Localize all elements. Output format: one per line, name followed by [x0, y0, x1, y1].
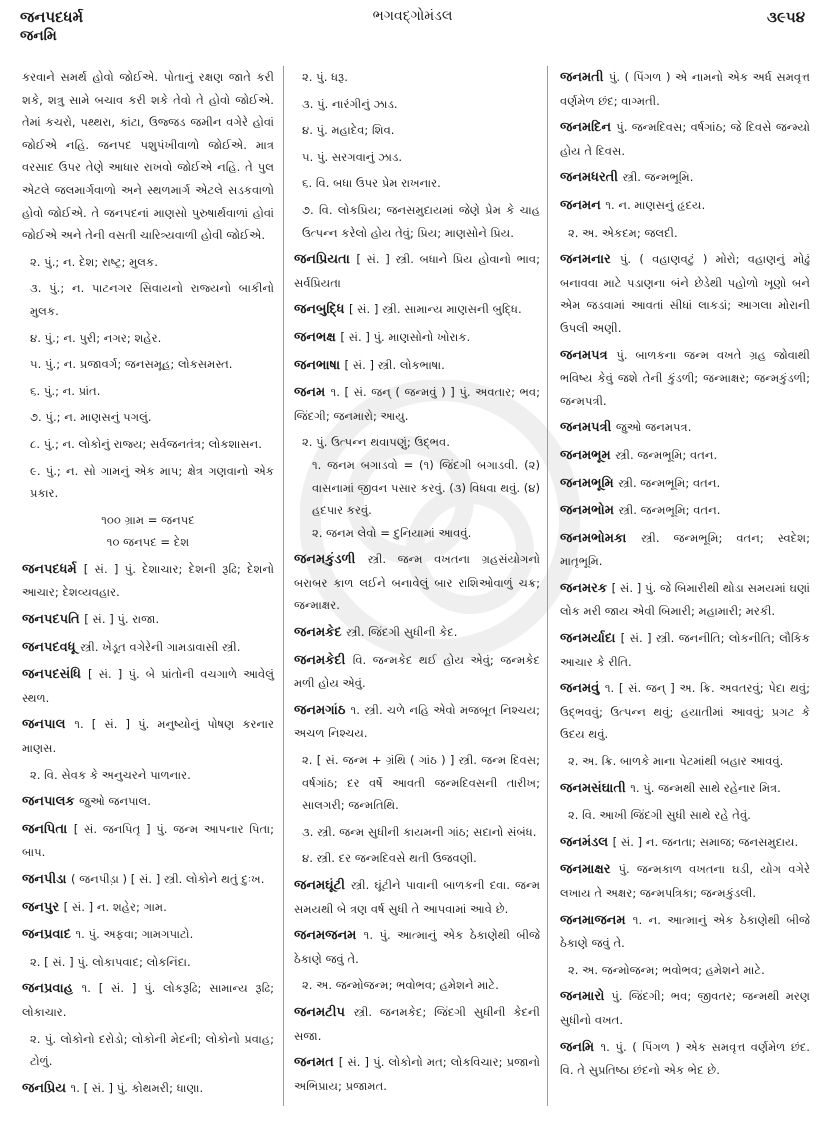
entry-headword: જનમભૂમ: [560, 447, 616, 463]
entry-headword: જનમકેદી: [294, 652, 353, 668]
entry-headword: જનપ્રવાદ: [22, 927, 76, 943]
sense-definition: ૨. અ. એકદમ; જલદી.: [568, 225, 678, 240]
dictionary-entry: [22, 868, 274, 892]
dictionary-sense: [22, 380, 274, 403]
entry-definition: ૧. [ સં. ] પું. કોથમરી; ધાણા.: [70, 1080, 204, 1095]
entry-definition: પું. ( પિંગળ ) એ નામનો એક અર્ધ સમવૃત્ત વર્ણમેળ છંદ; વાગ્મતી.: [560, 70, 810, 108]
sense-definition: ૬. વિ. બધા ઉપર પ્રેમ રાખનાર.: [302, 176, 441, 191]
entry-headword: જનમભોમકા: [560, 530, 642, 546]
entry-definition: પું. ( વહાણવટું ) મોરો; વહાણનું મોઢું બનાવવા માટે પડાણના બંને છેડેથી પહોળો ખૂણો બને એમ જડવામાં આવતાં સીધાં લાકડાં; આગલા મોરાની ઉપલી અણી.: [560, 252, 810, 335]
dictionary-sense: [560, 750, 810, 773]
idiom-subentry: ૧. જનમ બગાડવો = (૧) જિંદગી બગાડવી. (૨) વાસનામાં જીવન પસાર કરવું. (૩) વિધવા થવું. (૪) હદપાર કરવું.: [312, 457, 540, 518]
dictionary-entry: [560, 777, 810, 801]
entry-definition: વિ. જન્મકેદ થઈ હોય એવું; જન્મકેદ મળી હોય એવું.: [294, 652, 540, 691]
dictionary-entry: [294, 874, 540, 920]
equation-line: ૧૦૦ ગ્રામ = જનપદ: [101, 512, 195, 527]
entry-headword: જનમ: [294, 385, 331, 401]
entry-headword: જનપ્રિય: [22, 1080, 71, 1096]
entry-definition: ૧. ન. આત્માનું એક ઠેકાણેથી બીજે ઠેકાણે જવું તે.: [560, 912, 810, 951]
entry-headword: જનમંડલ: [560, 834, 613, 850]
entry-headword: જનમરક: [560, 580, 612, 596]
entry-headword: જનમનાર: [560, 252, 620, 268]
dictionary-entry: [294, 1051, 540, 1097]
entry-headword: જનપદધર્મ: [22, 561, 84, 577]
sense-definition: ૨. પું.; ન. દેશ; રાષ્ટ્ર; મુલક.: [30, 254, 158, 269]
dictionary-entry: [22, 636, 274, 660]
sense-definition: ૨. [ સં. જન્મ + ગ્રંથિ ( ગાંઠ ) ] સ્ત્રી. જન્મ દિવસ; વર્ષગાંઠ; દર વર્ષે આવતી જન્મદિવસની તારીખ; સાલગરી; જન્મતિથિ.: [302, 753, 540, 813]
dictionary-entry: [560, 344, 810, 413]
dictionary-entry: [22, 558, 274, 604]
equation-line: ૧૦ જનપદ = દેશ: [106, 535, 190, 550]
dictionary-sense: [560, 222, 810, 245]
dictionary-entry: [560, 499, 810, 523]
column-1: [22, 66, 274, 1104]
entry-definition: જુઓ જનમપત્ર.: [615, 420, 692, 435]
sense-definition: ૨. વિ. આખી જિંદગી સુધી સાથે રહે તેવું.: [568, 808, 751, 823]
sense-definition: ૨. પું. ધરૂ.: [302, 70, 348, 84]
entry-headword: જનમર્યાદા: [560, 631, 621, 647]
dictionary-entry: [560, 577, 810, 623]
dictionary-entry: [560, 527, 810, 573]
dictionary-sense: [22, 1028, 274, 1073]
entry-headword: જનભાષા: [294, 357, 345, 373]
dictionary-sense: [294, 119, 540, 142]
sense-definition: ૪. સ્ત્રી. દર જન્મદિવસે થતી ઉજવણી.: [302, 851, 477, 866]
entry-headword: જનમસંઘાતી: [560, 780, 631, 796]
dictionary-entry: [22, 896, 274, 920]
entry-definition: સ્ત્રી. જિંદગી સુધીની કેદ.: [346, 625, 458, 640]
dictionary-entry: [22, 818, 274, 864]
entry-definition: [ સં. ] પું. બે પ્રાંતોની વચગાળે આવેલું સ્થળ.: [22, 667, 274, 705]
dictionary-sense: [22, 327, 274, 350]
entry-definition: [ સં. ] પું. માણસોનો ખોરાક.: [340, 329, 471, 344]
entry-definition: [ સં. ] પું. જે બિમારીથી થોડા સમયમાં ઘણાં લોક મરી જાય એવી બિમારી; મહામારી; મરકી.: [560, 580, 810, 619]
dictionary-entry: [294, 298, 540, 322]
entry-definition: ૧. [ સં. જન્ ] અ. ક્રિ. અવતરવું; પેદા થવું; ઉદ્ભવવું; ઉત્પન્ન થવું; હયાતીમાં આવવું; પ્રગટ કે ઉદય થવું.: [560, 681, 810, 742]
entry-definition: ૧. ન. માણસનું હૃદય.: [605, 197, 706, 212]
dictionary-sense: [560, 804, 810, 827]
dictionary-sense: [22, 66, 274, 247]
entry-headword: જનપીડા: [22, 872, 71, 887]
dictionary-entry: [560, 116, 810, 162]
dictionary-entry: [560, 858, 810, 904]
entry-headword: જનમકેદ: [294, 625, 347, 641]
dictionary-sense: [294, 974, 540, 997]
entry-headword: જનમાજનમ: [560, 912, 633, 928]
dictionary-entry: [294, 649, 540, 695]
entry-definition: સ્ત્રી. ખેડૂત વગેરેની ગામડાવાસી સ્ત્રી.: [80, 639, 241, 654]
entry-headword: જનમન: [560, 197, 606, 213]
entry-headword: જનમત: [294, 1055, 339, 1071]
dictionary-entry: [294, 354, 540, 378]
dictionary-entry: [560, 677, 810, 746]
dictionary-title: ભગવદ્ગોમંડલ: [372, 8, 453, 24]
sense-definition: ૫. પું. સરગવાનું ઝાડ.: [302, 149, 403, 164]
entry-headword: જનમપત્રી: [560, 420, 616, 436]
dictionary-entry: [22, 790, 274, 814]
column-2: [294, 66, 540, 1101]
sense-definition: ૬. પું.; ન. પ્રાંત.: [30, 383, 101, 398]
sense-definition: ૨. પું. ઉત્પન્ન થવાપણું; ઉદ્ભવ.: [302, 435, 450, 450]
entry-definition: સ્ત્રી. જન્મભૂમિ; વતન.: [618, 503, 721, 518]
dictionary-sense: [22, 460, 274, 505]
dictionary-sense: [294, 66, 540, 89]
sense-definition: ૭. વિ. લોકપ્રિય; જનસમુદાયમાં જેણે પ્રેમ કે ચાહ ઉત્પન્ન કરેલો હોય તેવું; પ્રિય; માણસોને પ્રિય.: [302, 202, 540, 240]
dictionary-entry: [294, 381, 540, 427]
sense-definition: ૨. અ. જન્મોજન્મ; ભવોભવ; હમેશને માટે.: [568, 962, 765, 977]
dictionary-entry: [22, 663, 274, 709]
entry-definition: [ સં. ] પું. દેશાચાર; દેશની રૂઢિ; દેશનો આચાર; દેશવ્યવહાર.: [22, 561, 274, 600]
sense-definition: ૨. વિ. સેવક કે અનુચરને પાળનાર.: [30, 767, 191, 782]
entry-definition: ૧. [ સં. જન્ ( જન્મવું ) ] પું. અવતાર; ભવ; જિંદગી; જનમારો; આયુ.: [294, 385, 540, 423]
entry-definition: ૧. પું. અફવા; ગામગપાટો.: [75, 927, 194, 942]
dictionary-sense: [22, 764, 274, 787]
dictionary-sense: [560, 959, 810, 982]
dictionary-entry: [294, 699, 540, 745]
dictionary-entry: [294, 248, 540, 294]
sense-definition: ૭. પું.; ન. માણસનું પગલું.: [30, 410, 152, 425]
entry-headword: જનપદવધૂ: [22, 639, 81, 655]
dictionary-entry: [294, 326, 540, 350]
entry-definition: સ્ત્રી. જન્મભૂમિ; વતન; સ્વદેશ; માતૃભૂમિ.: [560, 530, 810, 569]
entry-definition: ૧. પું. ( પિંગળ ) એક સમવૃત્ત વર્ણમેળ છંદ. વિ. તે સુપ્રતિષ્ઠા છંદનો એક ભેદ છે.: [560, 1039, 810, 1078]
dictionary-entry: [294, 621, 540, 645]
dictionary-sense: [294, 749, 540, 817]
sense-definition: ૨. અ. ક્રિ. બાળકે માના પેટમાંથી બહાર આવવું.: [568, 754, 784, 769]
entry-definition: ૧. [ સં. ] પું. લોકરૂઢિ; સામાન્ય રૂઢિ; લોકાચાર.: [22, 981, 274, 1019]
entry-headword: જનમારો: [560, 989, 612, 1005]
sense-definition: ૨. [ સં. ] પું. લોકાપવાદ; લોકનિંદા.: [30, 954, 191, 969]
entry-definition: ૧. પું. આત્માનું એક ઠેકાણેથી બીજે ઠેકાણે જવું તે.: [294, 928, 540, 966]
dictionary-entry: [560, 444, 810, 468]
dictionary-sense: [294, 431, 540, 544]
entry-headword: જનપદસંધિ: [22, 667, 88, 683]
dictionary-entry: [22, 1077, 274, 1101]
entry-definition: [ સં. ] સ્ત્રી. લોકભાષા.: [344, 357, 445, 372]
entry-headword: જનમગાંઠ: [294, 702, 351, 718]
entry-headword: જનપિતા: [22, 821, 74, 837]
entry-definition: [ સં. ] ન. જનતા; સમાજ; જનસમુદાય.: [612, 834, 799, 849]
entry-definition: [ સં. ] પું. રાજા.: [84, 612, 160, 627]
entry-headword: જનબુદ્ધિ: [294, 302, 349, 318]
dictionary-sense: [22, 277, 274, 322]
entry-definition: સ્ત્રી. જન્મભૂમિ.: [622, 170, 694, 185]
entry-definition: ૧. પું. જન્મથી સાથે રહેનાર મિત્ર.: [630, 780, 781, 795]
dictionary-sense: [22, 251, 274, 274]
dictionary-entry: [22, 713, 274, 759]
sense-definition: ૫. પું.; ન. પ્રજાવર્ગ; જનસમૂહ; લોકસમસ્ત.: [30, 357, 233, 372]
left-guide-word: જનપદધર્મ: [20, 8, 84, 26]
dictionary-entry: [560, 1036, 810, 1082]
column-divider-2: [547, 66, 548, 1106]
sense-definition: ૨. પું. લોકોનો દરોડો; લોકોની મેદની; લોકોનો પ્રવાહ; ટોળું.: [30, 1031, 274, 1069]
sense-definition: ૯. પું.; ન. સો ગામનું એક માપ; ક્ષેત્ર ગણવાનો એક પ્રકાર.: [30, 463, 274, 501]
entry-headword: જનમવું: [560, 681, 605, 697]
entry-headword: જનમભોમ: [560, 503, 619, 519]
dictionary-sense: [294, 146, 540, 169]
dictionary-entry: [560, 66, 810, 112]
entry-definition: [ સં. ] સ્ત્રી. બધાને પ્રિય હોવાનો ભાવ; સર્વપ્રિયતા: [294, 252, 540, 290]
dictionary-sense: [294, 172, 540, 195]
dictionary-entry: [560, 248, 810, 339]
dictionary-sense: [22, 951, 274, 974]
dictionary-sense: [22, 509, 274, 554]
dictionary-entry: [560, 416, 810, 440]
entry-definition: પું. જન્મકાળ વખતના ઘડી, યોગ વગેરે લખાય તે અક્ષર; જન્મપત્રિકા; જન્મકુંડલી.: [560, 862, 810, 900]
entry-headword: જનમજનમ: [294, 928, 364, 944]
entry-headword: જનપાલક: [22, 794, 80, 810]
entry-headword: જનપાલ: [22, 717, 75, 733]
dictionary-sense: [22, 406, 274, 429]
sense-definition: ૪. પું.; ન. પુરી; નગર; શહેર.: [30, 330, 162, 345]
dictionary-sense: [294, 93, 540, 116]
dictionary-sense: [294, 199, 540, 244]
entry-definition: [ સં. જનપિતૃ ] પું. જન્મ આપનાર પિતા; બાપ.: [22, 821, 274, 860]
entry-definition: પું. જિંદગી; ભવ; જીવતર; જન્મથી મરણ સુધીનો વખત.: [560, 989, 810, 1027]
entry-definition: સ્ત્રી. જન્મભૂમિ; વતન.: [615, 447, 718, 462]
entry-definition: [ સં. ] ન. શહેર; ગામ.: [63, 899, 167, 914]
dictionary-entry: [294, 548, 540, 617]
entry-definition: સ્ત્રી. જન્મભૂમિ; વતન.: [618, 475, 721, 490]
entry-headword: જનપ્રિયતા: [294, 252, 357, 268]
dictionary-entry: [22, 608, 274, 632]
entry-headword: જનમભૂમિ: [560, 475, 619, 491]
entry-definition: જુઓ જનપાલ.: [79, 794, 151, 809]
entry-definition: સ્ત્રી. જનમકેદ; જિંદગી સુધીની કેદની સજા.: [294, 1004, 540, 1043]
entry-headword: જનમધરતી: [560, 170, 623, 186]
entry-headword: જનપદપતિ: [22, 612, 85, 628]
sense-definition: ૩. સ્ત્રી. જન્મ સુધીની કાયમની ગાંઠ; સદાનો સંબંધ.: [302, 824, 537, 839]
sense-definition: ૩. પું.; ન. પાટનગર સિવાયનો રાજ્યનો બાકીનો મુલક.: [30, 281, 274, 318]
entry-headword: જનમિ: [560, 1039, 601, 1055]
entry-definition: ૧. સ્ત્રી. ચળે નહિ એવો મજબૂત નિશ્ચય; અચળ નિશ્ચય.: [294, 702, 540, 741]
dictionary-entry: [22, 977, 274, 1023]
column-3: [560, 66, 810, 1086]
entry-headword: જનપુર: [22, 899, 64, 915]
entry-definition: [ સં. ] પું. લોકોનો મત; લોકવિચાર; પ્રજાનો અભિપ્રાય; પ્રજામત.: [294, 1055, 540, 1093]
dictionary-sense: [22, 353, 274, 376]
dictionary-entry: [22, 923, 274, 947]
entry-definition: સ્ત્રી. જન્મ વખતના ગ્રહસંયોગનો બરાબર કાળ લઈને બનાવેલું બાર રાશિઓવાળું ચક્ર; જન્માક્ષર.: [294, 552, 540, 613]
entry-headword: જનમટીપ: [294, 1004, 354, 1020]
page-number: ૩૯૫૪: [766, 8, 805, 26]
dictionary-entry: [560, 627, 810, 673]
left-guide-word-end: જનમિ: [20, 28, 57, 44]
dictionary-entry: [294, 924, 540, 970]
column-divider-1: [283, 66, 284, 1106]
entry-headword: જનભક્ષ: [294, 329, 341, 345]
sense-definition: ૪. પું. મહાદેવ; શિવ.: [302, 123, 395, 138]
entry-definition: સ્ત્રી. ઘૂંટીને પાવાની બાળકની દવા. જન્મ સમયથી બે ત્રણ વર્ષ સુધી તે આપવામાં આવે છે.: [294, 878, 540, 916]
entry-definition: [ સં. ] સ્ત્રી. જનનીતિ; લોકનીતિ; લૌકિક આચાર કે રીતિ.: [560, 631, 810, 669]
dictionary-sense: [294, 847, 540, 870]
dictionary-entry: [560, 831, 810, 855]
entry-continuation: કરવાને સમર્થ હોવો જોઈએ. પોતાનું રક્ષણ જાતે કરી શકે, શત્રુ સામે બચાવ કરી શકે તેવો તે હોવો જોઈએ. તેમાં કચરો, પથ્થરા, કાંટા, ઉજ્જડ જમીન વગેરે હોવાં જોઈએ નહિ. જનપદ પશુપંખીવાળો જોઈએ. માત્ર વરસાદ ઉપર તેણે આધાર રાખવો જોઈએ નહિ. તે પુલ એટલે જલમાર્ગવાળો અને સ્થળમાર્ગ એટલે સડકવાળો હોવો જોઈએ. તે જનપદનાં માણસો પુરુષાર્થવાળાં હોવાં જોઈએ અને તેની વસતી ચારિત્ર્યવાળી હોવી જોઈએ.: [22, 70, 274, 243]
sense-definition: ૨. અ. જન્મોજન્મ; ભવોભવ; હમેશને માટે.: [302, 978, 499, 993]
entry-headword: જનમપત્ર: [560, 347, 617, 363]
entry-headword: જનમદિન: [560, 120, 617, 136]
entry-headword: જનમાક્ષર: [560, 862, 619, 878]
entry-headword: જનમઘૂંટી: [294, 878, 351, 893]
dictionary-sense: [22, 433, 274, 456]
sense-definition: ૮. પું.; ન. લોકોનું રાજ્ય; સર્વજનતંત્ર; લોકશાસન.: [30, 436, 262, 451]
page-header: [0, 8, 825, 44]
entry-definition: પું. બાળકના જન્મ વખતે ગ્રહ જોવાથી ભવિષ્ય કેવું જશે તેની કુંડળી; જન્માક્ષર; જન્મકુંડળી; જન્મપત્રી.: [560, 347, 810, 408]
sense-definition: ૩. પું. નારંગીનું ઝાડ.: [302, 96, 398, 111]
entry-definition: પું. જન્મદિવસ; વર્ષગાંઠ; જે દિવસે જન્મ્યો હોય તે દિવસ.: [560, 120, 810, 158]
dictionary-entry: [560, 194, 810, 218]
idiom-subentry: ૨. જનમ લેવો = દુનિયામાં આવવું.: [312, 525, 472, 540]
dictionary-entry: [294, 1001, 540, 1047]
dictionary-entry: [560, 166, 810, 190]
entry-headword: જનમતી: [560, 70, 609, 85]
dictionary-entry: [560, 909, 810, 955]
entry-definition: ( જનપીડ઼ા ) [ સં. ] સ્ત્રી. લોકોને થતું દુઃખ.: [71, 872, 265, 886]
entry-definition: ૧. [ સં. ] પું. મનુષ્યોનું પોષણ કરનાર માણસ.: [22, 717, 274, 756]
dictionary-entry: [560, 985, 810, 1031]
entry-headword: જનમકુંડળી: [294, 552, 368, 568]
dictionary-sense: [294, 821, 540, 844]
dictionary-entry: [560, 472, 810, 496]
entry-headword: જનપ્રવાહ: [22, 981, 82, 997]
entry-definition: [ સં. ] સ્ત્રી. સામાન્ય માણસની બુદ્ધિ.: [348, 302, 522, 317]
